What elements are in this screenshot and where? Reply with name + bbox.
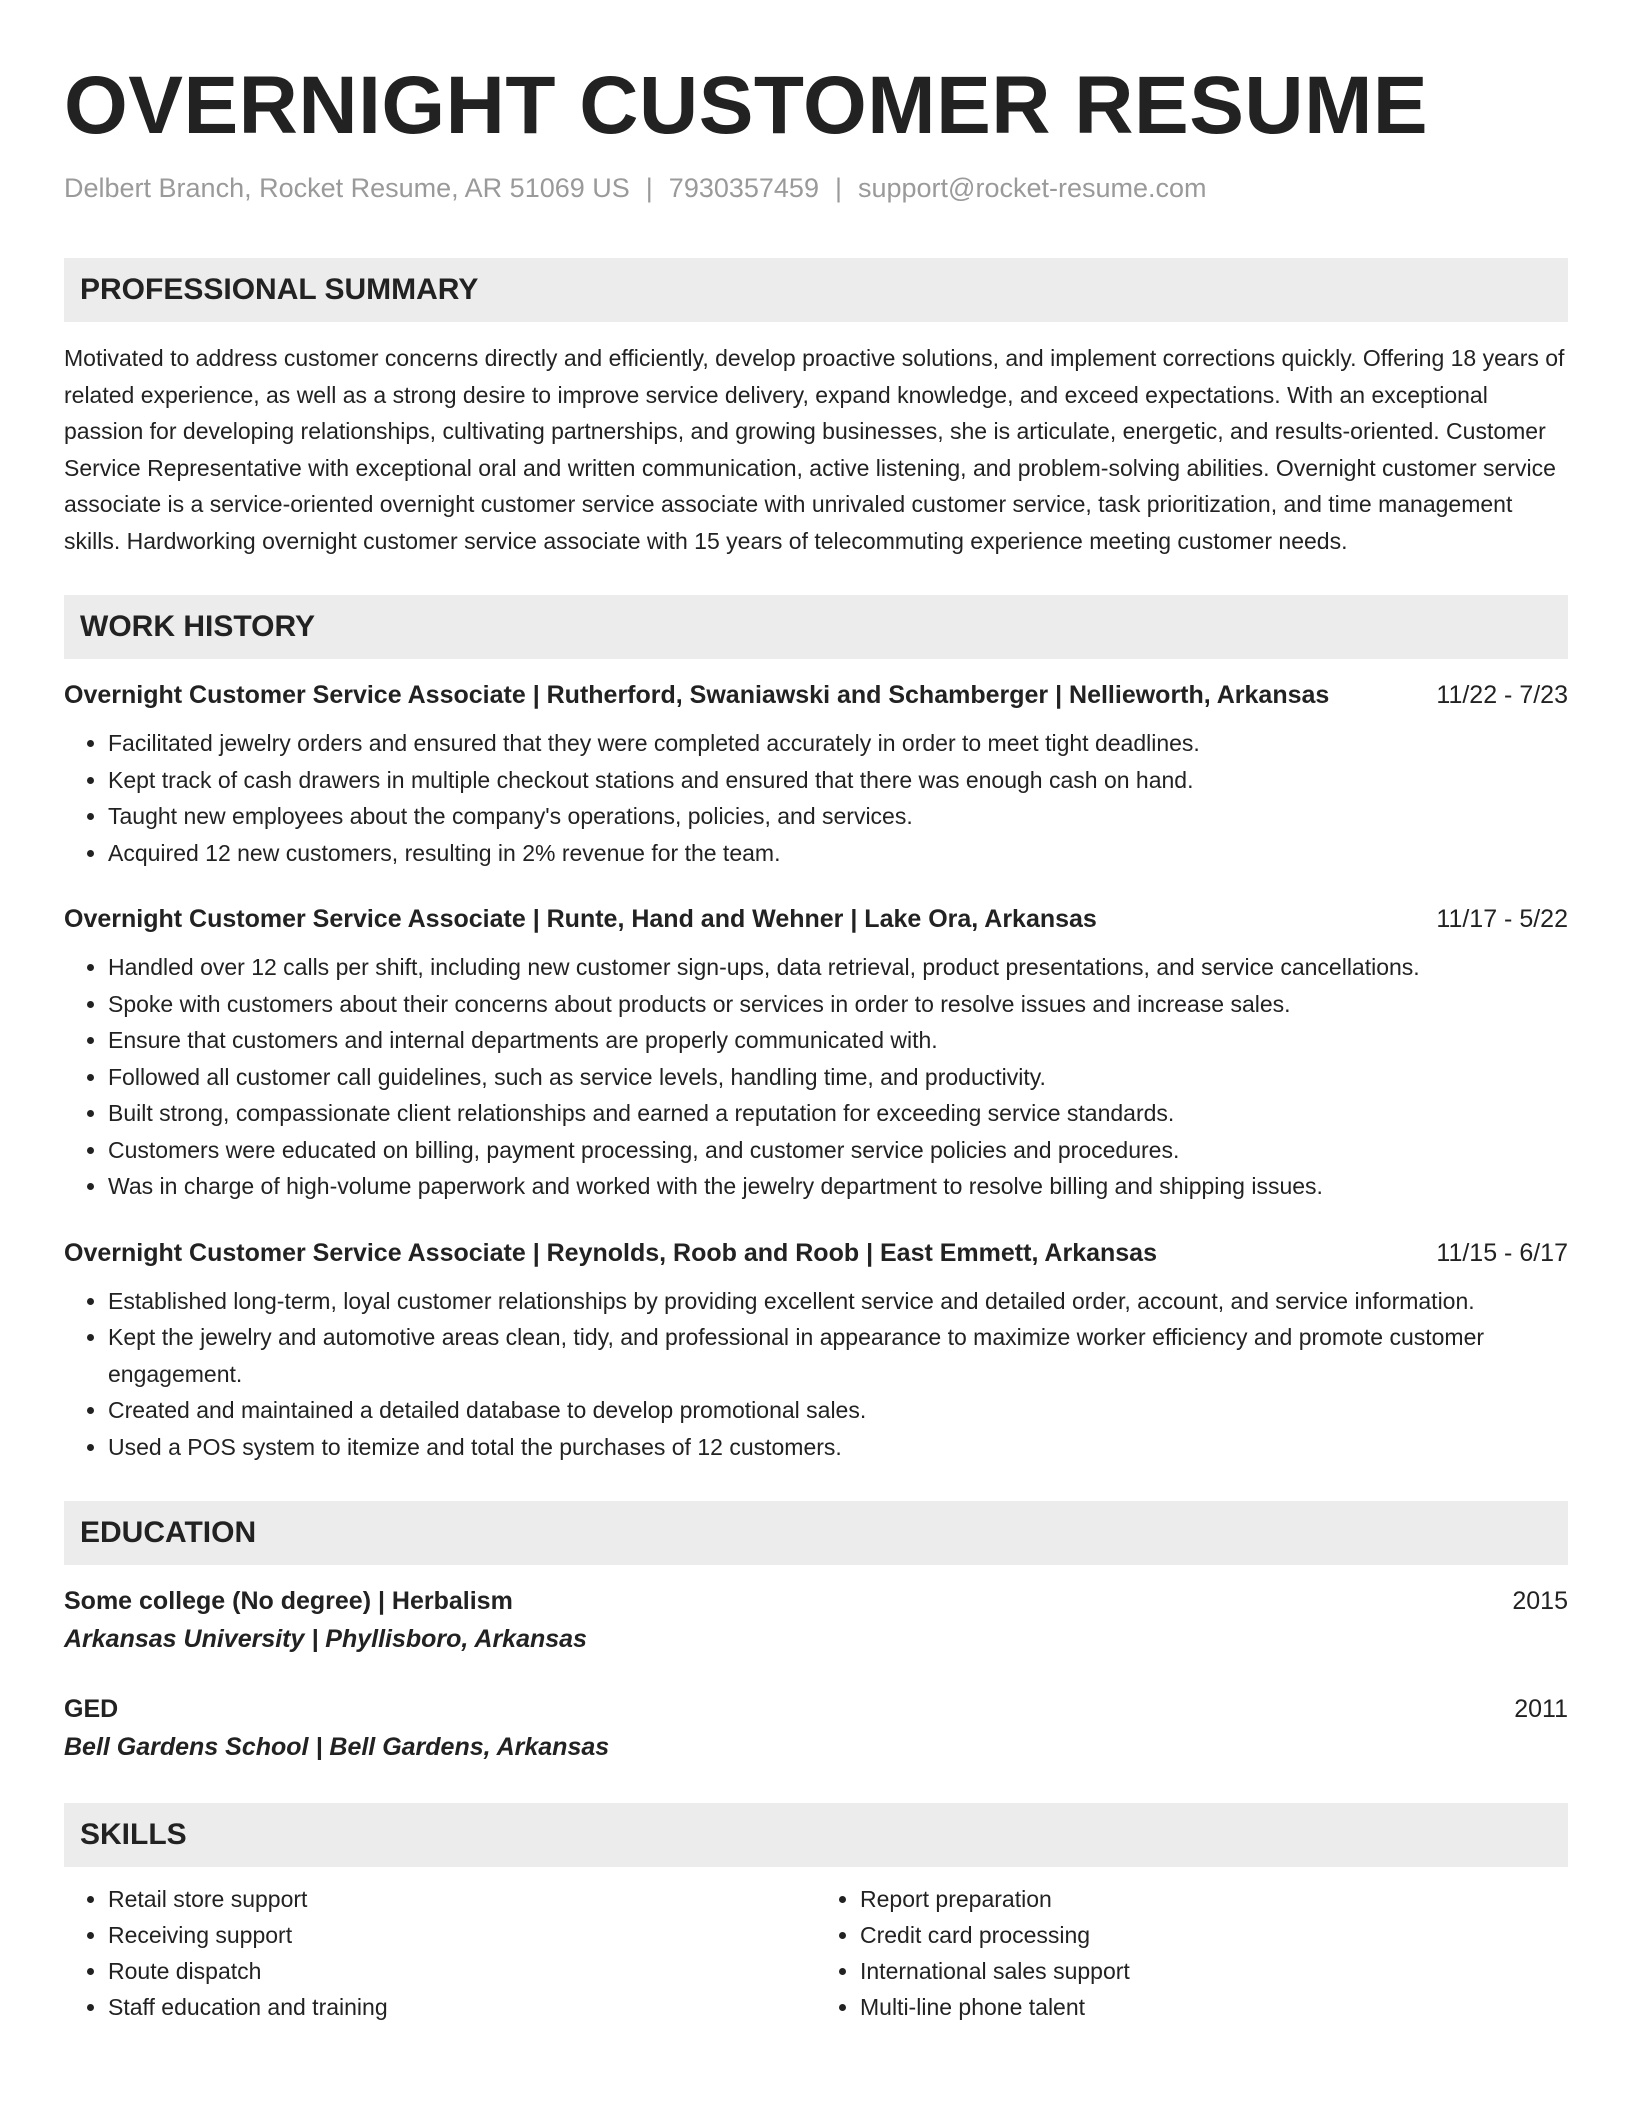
skill-item: • Staff education and training (108, 1989, 816, 2025)
job-bullets (64, 1283, 1568, 1466)
skill-item: • Multi-line phone talent (860, 1989, 1568, 2025)
job-bullet: • Was in charge of high-volume paperwork and worked with the jewelry department to resolve billing and shipping issues. (108, 1168, 1568, 1205)
job-bullet: • Established long-term, loyal customer relationships by providing excellent service and detailed order, account, and service information. (108, 1283, 1568, 1320)
education-entry (64, 1583, 1568, 1659)
skill-item: • Receiving support (108, 1917, 816, 1953)
job-bullet: • Acquired 12 new customers, resulting in 2% revenue for the team. (108, 835, 1568, 872)
job-dates: 11/15 - 6/17 (1436, 1238, 1568, 1267)
job-title: Overnight Customer Service Associate | Runte, Hand and Wehner | Lake Ora, Arkansas (64, 905, 1097, 933)
contact-address: Delbert Branch, Rocket Resume, AR 51069 US (64, 173, 630, 203)
contact-email: support@rocket-resume.com (857, 173, 1207, 203)
contact-separator: | (834, 173, 842, 203)
job-bullet: • Used a POS system to itemize and total the purchases of 12 customers. (108, 1429, 1568, 1466)
education-year: 2015 (1512, 1587, 1568, 1615)
education-header (64, 1583, 1568, 1619)
job-entry (64, 677, 1568, 871)
education-entry (64, 1691, 1568, 1767)
education-school: Arkansas University | Phyllisboro, Arkansas (64, 1625, 587, 1653)
job-bullets (64, 949, 1568, 1205)
education-header (64, 1691, 1568, 1727)
skill-item: • Report preparation (860, 1881, 1568, 1917)
section-heading-education: EDUCATION (64, 1501, 1568, 1565)
job-title: Overnight Customer Service Associate | Reynolds, Roob and Roob | East Emmett, Arkansas (64, 1238, 1157, 1267)
job-bullet: • Facilitated jewelry orders and ensured that they were completed accurately in order to meet tight deadlines. (108, 725, 1568, 762)
job-bullet: • Kept track of cash drawers in multiple checkout stations and ensured that there was enough cash on hand. (108, 762, 1568, 799)
contact-phone: 7930357459 (668, 173, 819, 203)
job-header (64, 901, 1568, 937)
job-bullet: • Handled over 12 calls per shift, including new customer sign-ups, data retrieval, product presentations, and service cancellations. (108, 949, 1568, 986)
section-heading-summary: PROFESSIONAL SUMMARY (64, 258, 1568, 322)
job-bullet: • Built strong, compassionate client relationships and earned a reputation for exceeding service standards. (108, 1095, 1568, 1132)
job-bullets (64, 725, 1568, 871)
job-entry (64, 901, 1568, 1205)
contact-separator: | (645, 173, 653, 203)
summary-text: Motivated to address customer concerns directly and efficiently, develop proactive solutions, and implement corrections quickly. Offering 18 years of related experience, as well as a strong desire to improve service delivery, expand knowledge, and exceed expectations. With an exceptional passion for developing relationships, cultivating partnerships, and growing businesses, she is articulate, energetic, and results-oriented. Customer Service Representative with exceptional oral and written communication, active listening, and problem-solving abilities. Overnight customer service associate is a service-oriented overnight customer service associate with unrivaled customer service, task prioritization, and time management skills. Hardworking overnight customer service associate with 15 years of telecommuting experience meeting customer needs. (64, 345, 1565, 554)
resume-title: OVERNIGHT CUSTOMER RESUME (64, 60, 1429, 151)
education-list (64, 1583, 1568, 1767)
job-header (64, 677, 1568, 713)
job-bullet: • Followed all customer call guidelines, such as service levels, handling time, and productivity. (108, 1059, 1568, 1096)
skill-item: • Retail store support (108, 1881, 816, 1917)
skills-list-left (64, 1881, 816, 2025)
section-heading-skills: SKILLS (64, 1803, 1568, 1867)
job-title: Overnight Customer Service Associate | Rutherford, Swaniawski and Schamberger | Nellieworth, Arkansas (64, 681, 1330, 709)
education-year: 2011 (1514, 1695, 1568, 1723)
skills-list-right (816, 1881, 1568, 2025)
job-bullet: • Kept the jewelry and automotive areas clean, tidy, and professional in appearance to maximize worker efficiency and promote customer engagement. (108, 1319, 1568, 1392)
job-entry (64, 1235, 1568, 1466)
job-bullet: • Customers were educated on billing, payment processing, and customer service policies and procedures. (108, 1132, 1568, 1169)
job-bullet: • Taught new employees about the company's operations, policies, and services. (108, 798, 1568, 835)
job-dates: 11/22 - 7/23 (1436, 681, 1568, 709)
education-degree: GED (64, 1695, 119, 1723)
job-bullet: • Created and maintained a detailed database to develop promotional sales. (108, 1392, 1568, 1429)
job-dates: 11/17 - 5/22 (1436, 905, 1568, 933)
job-bullet: • Ensure that customers and internal departments are properly communicated with. (108, 1022, 1568, 1059)
job-header (64, 1235, 1568, 1271)
section-heading-work: WORK HISTORY (64, 595, 1568, 659)
skills-columns (64, 1881, 1568, 2025)
skill-item: • International sales support (860, 1953, 1568, 1989)
skill-item: • Credit card processing (860, 1917, 1568, 1953)
education-school: Bell Gardens School | Bell Gardens, Arkansas (64, 1733, 610, 1761)
contact-line (64, 170, 1568, 206)
education-degree: Some college (No degree) | Herbalism (64, 1587, 513, 1615)
job-bullet: • Spoke with customers about their concerns about products or services in order to resolve issues and increase sales. (108, 986, 1568, 1023)
work-history-list (64, 677, 1568, 1465)
skill-item: • Route dispatch (108, 1953, 816, 1989)
